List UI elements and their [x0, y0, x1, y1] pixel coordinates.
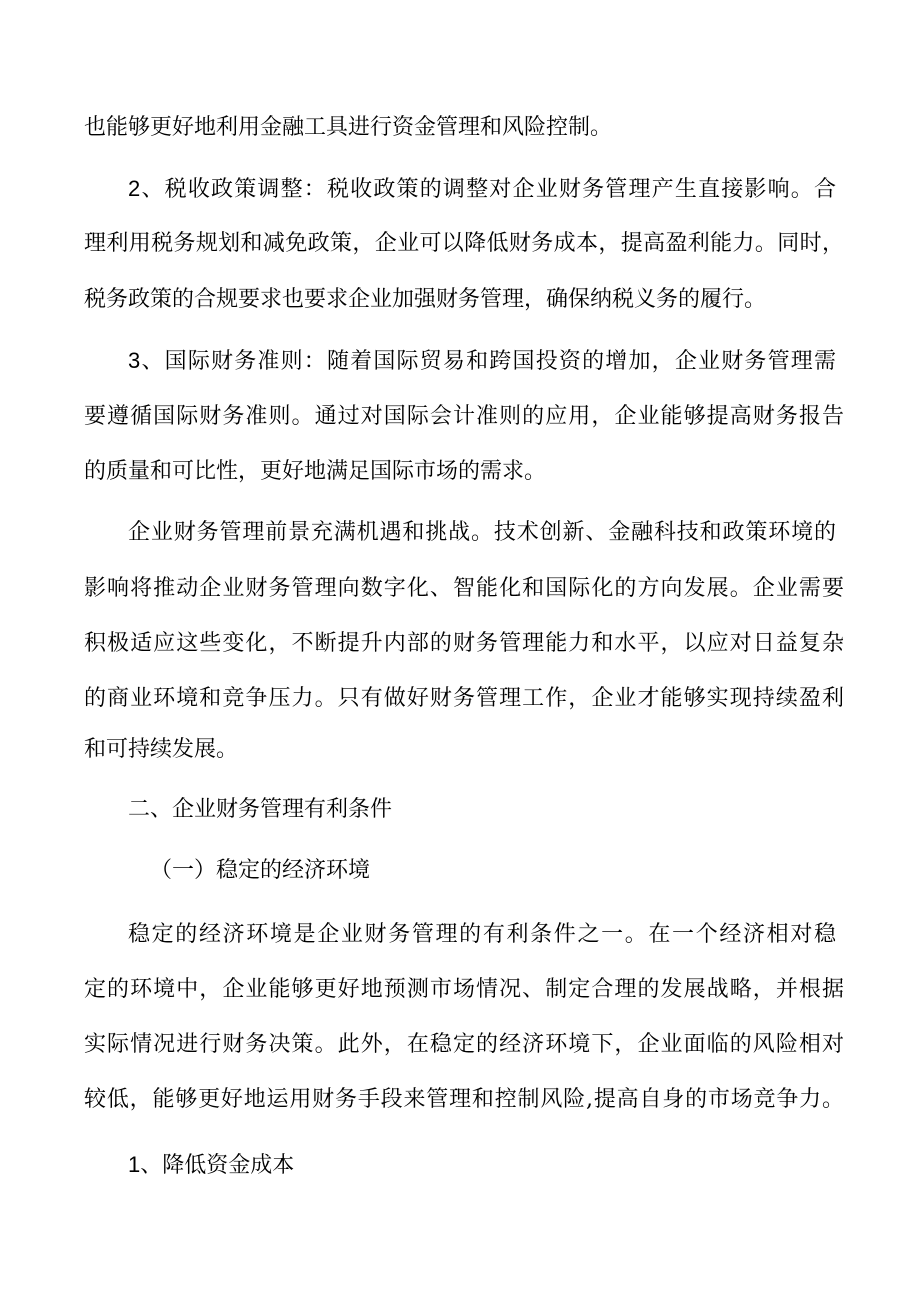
paragraph-line: 的商业环境和竞争压力。只有做好财务管理工作，企业才能够实现持续盈利 — [84, 686, 844, 711]
paragraph-first-line: 稳定的经济环境是企业财务管理的有利条件之一。在一个经济相对稳 — [128, 922, 836, 947]
paragraph-line: 税务政策的合规要求也要求企业加强财务管理，确保纳税义务的履行。 — [84, 287, 767, 312]
paragraph-line: 定的环境中，企业能够更好地预测市场情况、制定合理的发展战略，并根据 — [84, 977, 844, 1002]
item-number: 1 — [128, 1152, 141, 1177]
numbered-paragraph-first-line — [128, 174, 836, 204]
paragraph-line: 要遵循国际财务准则。通过对国际会计准则的应用，企业能够提高财务报告 — [84, 404, 844, 429]
line-text: 、税收政策调整：税收政策的调整对企业财务管理产生直接影响。合 — [140, 177, 836, 202]
numbered-heading — [128, 1150, 888, 1180]
subsection-heading: （一）稳定的经济环境 — [150, 858, 371, 883]
item-number: 2 — [128, 176, 141, 201]
paragraph-line: 的质量和可比性，更好地满足国际市场的需求。 — [84, 459, 547, 484]
line-text: 、国际财务准则：随着国际贸易和跨国投资的增加，企业财务管理需 — [140, 349, 836, 374]
paragraph-line: 和可持续发展。 — [84, 737, 239, 762]
item-number: 3 — [128, 348, 141, 373]
paragraph-line: 积极适应这些变化，不断提升内部的财务管理能力和水平，以应对日益复杂 — [84, 631, 844, 656]
paragraph-line: 影响将推动企业财务管理向数字化、智能化和国际化的方向发展。企业需要 — [84, 576, 844, 601]
paragraph-first-line: 企业财务管理前景充满机遇和挑战。技术创新、金融科技和政策环境的 — [128, 520, 836, 545]
paragraph-line: 实际情况进行财务决策。此外，在稳定的经济环境下，企业面临的风险相对 — [84, 1032, 844, 1057]
paragraph-line: 较低，能够更好地运用财务手段来管理和控制风险,提高自身的市场竞争力。 — [84, 1087, 844, 1112]
paragraph-line: 也能够更好地利用金融工具进行资金管理和风险控制。 — [84, 115, 613, 140]
section-heading: 二、企业财务管理有利条件 — [128, 797, 393, 822]
numbered-paragraph-first-line — [128, 346, 836, 376]
paragraph-line: 理利用税务规划和减免政策，企业可以降低财务成本，提高盈利能力。同时， — [84, 231, 844, 256]
item-title: 、降低资金成本 — [140, 1153, 295, 1178]
